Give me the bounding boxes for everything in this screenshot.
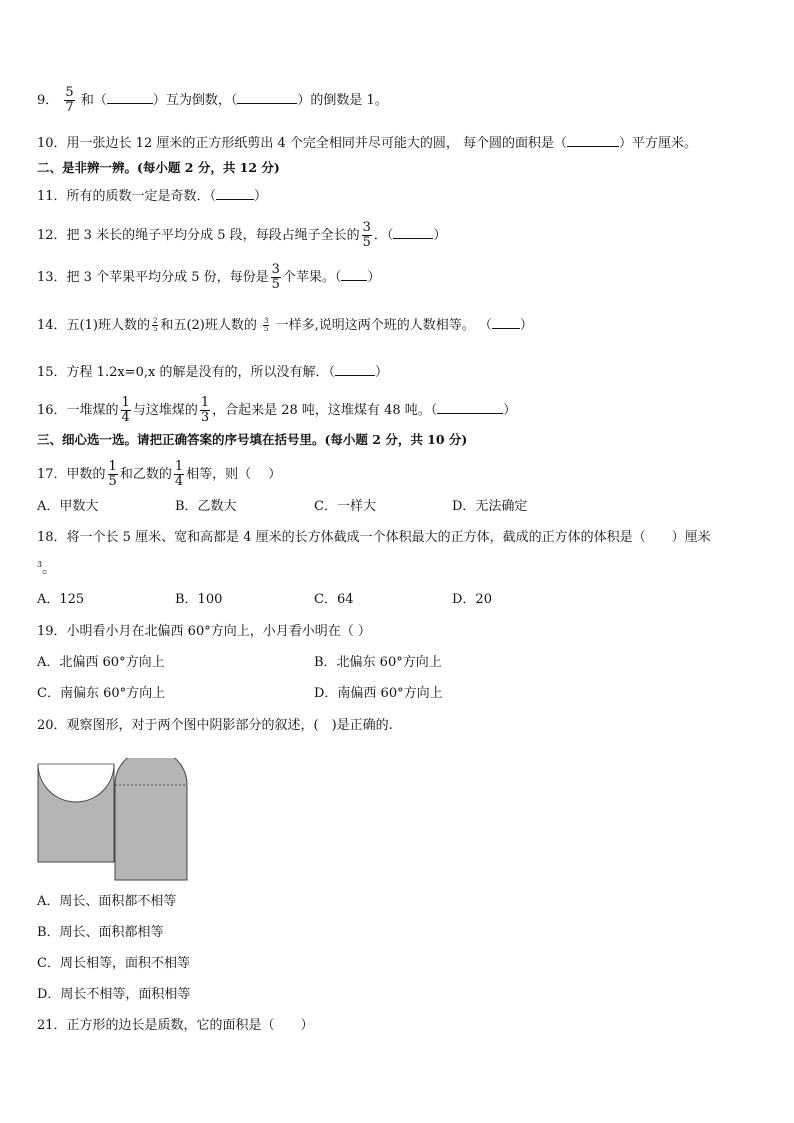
answer-blank[interactable]: [567, 133, 619, 147]
q20-option-a[interactable]: A．周长、面积都不相等: [37, 894, 177, 909]
answer-blank[interactable]: [437, 400, 503, 414]
q17-option-a[interactable]: A．甲数大: [37, 499, 99, 514]
question-21: 21．正方形的边长是质数，它的面积是（ ）: [37, 1018, 314, 1033]
q17-fraction-1: $\frac{1}{5}$: [108, 459, 117, 489]
q17-option-c[interactable]: C．一样大: [314, 499, 376, 514]
q16-fraction-2: $\frac{1}{3}$: [200, 395, 210, 425]
q18-option-d[interactable]: D．20: [452, 592, 492, 607]
question-18: 18．将一个长 5 厘米、宽和高都是 4 厘米的长方体截成一个体积最大的正方体，截成的正方体的体积是（ ）厘米: [37, 530, 711, 545]
answer-blank[interactable]: [335, 362, 375, 376]
q19-option-d[interactable]: D．南偏西 60°方向上: [314, 686, 443, 701]
answer-blank[interactable]: [107, 90, 153, 104]
question-14: 14．五(1)班人数的 $\frac{2}{5}$ 和五(2)班人数的 $\frac{3}{5}$ 一样多,说明这两个班的人数相等。 （ ）: [37, 317, 533, 333]
answer-blank[interactable]: [341, 267, 367, 281]
q17-option-d[interactable]: D．无法确定: [452, 499, 528, 514]
question-12: 12．把 3 米长的绳子平均分成 5 段，每段占绳子全长的 $\frac{3}{5}$ ．（ ）: [37, 220, 447, 250]
answer-blank[interactable]: [393, 225, 433, 239]
q19-option-a[interactable]: A．北偏西 60°方向上: [37, 655, 165, 670]
shaded-figures-svg: [37, 758, 189, 882]
shaded-figures: [37, 758, 189, 886]
section-3-heading: 三、细心选一选。请把正确答案的序号填在括号里。(每小题 2 分，共 10 分): [37, 432, 468, 447]
question-10: 10．用一张边长 12 厘米的正方形纸剪出 4 个完全相同并尽可能大的圆， 每个圆的面积是（ ）平方厘米。: [37, 133, 697, 154]
section-2-heading: 二、是非辨一辨。(每小题 2 分，共 12 分): [37, 160, 280, 175]
q13-fraction: $\frac{3}{5}$: [271, 262, 280, 292]
q18-option-b[interactable]: B．100: [175, 592, 223, 607]
left-shaded-shape: [38, 764, 114, 862]
q14-fraction-1: $\frac{2}{5}$: [152, 317, 158, 333]
q9-fraction: $\frac{5}{7}$: [65, 85, 74, 115]
q17-option-b[interactable]: B．乙数大: [175, 499, 237, 514]
question-19: 19．小明看小月在北偏西 60°方向上，小月看小明在（ ）: [37, 624, 371, 639]
q14-fraction-2: $\frac{3}{5}$: [264, 317, 269, 333]
q19-option-c[interactable]: C．南偏东 60°方向上: [37, 686, 166, 701]
q18-option-a[interactable]: A．125: [37, 592, 85, 607]
answer-blank[interactable]: [216, 186, 254, 200]
q20-option-c[interactable]: C．周长相等，面积不相等: [37, 956, 190, 971]
question-11: 11．所有的质数一定是奇数．（ ）: [37, 186, 267, 207]
question-17: 17．甲数的 $\frac{1}{5}$ 和乙数的 $\frac{1}{4}$ 相等，则（ ）: [37, 459, 282, 489]
q9-number: 9．: [37, 93, 59, 108]
question-20: 20．观察图形，对于两个图中阴影部分的叙述，( )是正确的.: [37, 718, 393, 733]
q12-fraction: $\frac{3}{5}$: [362, 220, 371, 250]
q16-fraction-1: $\frac{1}{4}$: [121, 395, 130, 425]
q19-option-b[interactable]: B．北偏东 60°方向上: [314, 655, 442, 670]
q20-option-b[interactable]: B．周长、面积都相等: [37, 925, 164, 940]
question-16: 16．一堆煤的 $\frac{1}{4}$ 与这堆煤的 $\frac{1}{3}$ ，合起来是 28 吨，这堆煤有 48 吨。（ ）: [37, 395, 517, 425]
question-15: 15．方程 1.2x=0,x 的解是没有的，所以没有解．（ ）: [37, 362, 388, 383]
right-shaded-shape: [115, 758, 187, 880]
q20-option-d[interactable]: D．周长不相等，面积相等: [37, 987, 191, 1002]
q18-option-c[interactable]: C．64: [314, 592, 354, 607]
answer-blank[interactable]: [237, 90, 297, 104]
q17-fraction-2: $\frac{1}{4}$: [174, 459, 184, 489]
question-9: 9． $\frac{5}{7}$ 和（ ）互为倒数，（ ）的倒数是 1。: [37, 85, 388, 115]
answer-blank[interactable]: [492, 315, 520, 329]
question-13: 13．把 3 个苹果平均分成 5 份，每份是 $\frac{3}{5}$ 个苹果。（ ）: [37, 262, 381, 292]
question-18-cont: $^3$。: [37, 560, 56, 577]
